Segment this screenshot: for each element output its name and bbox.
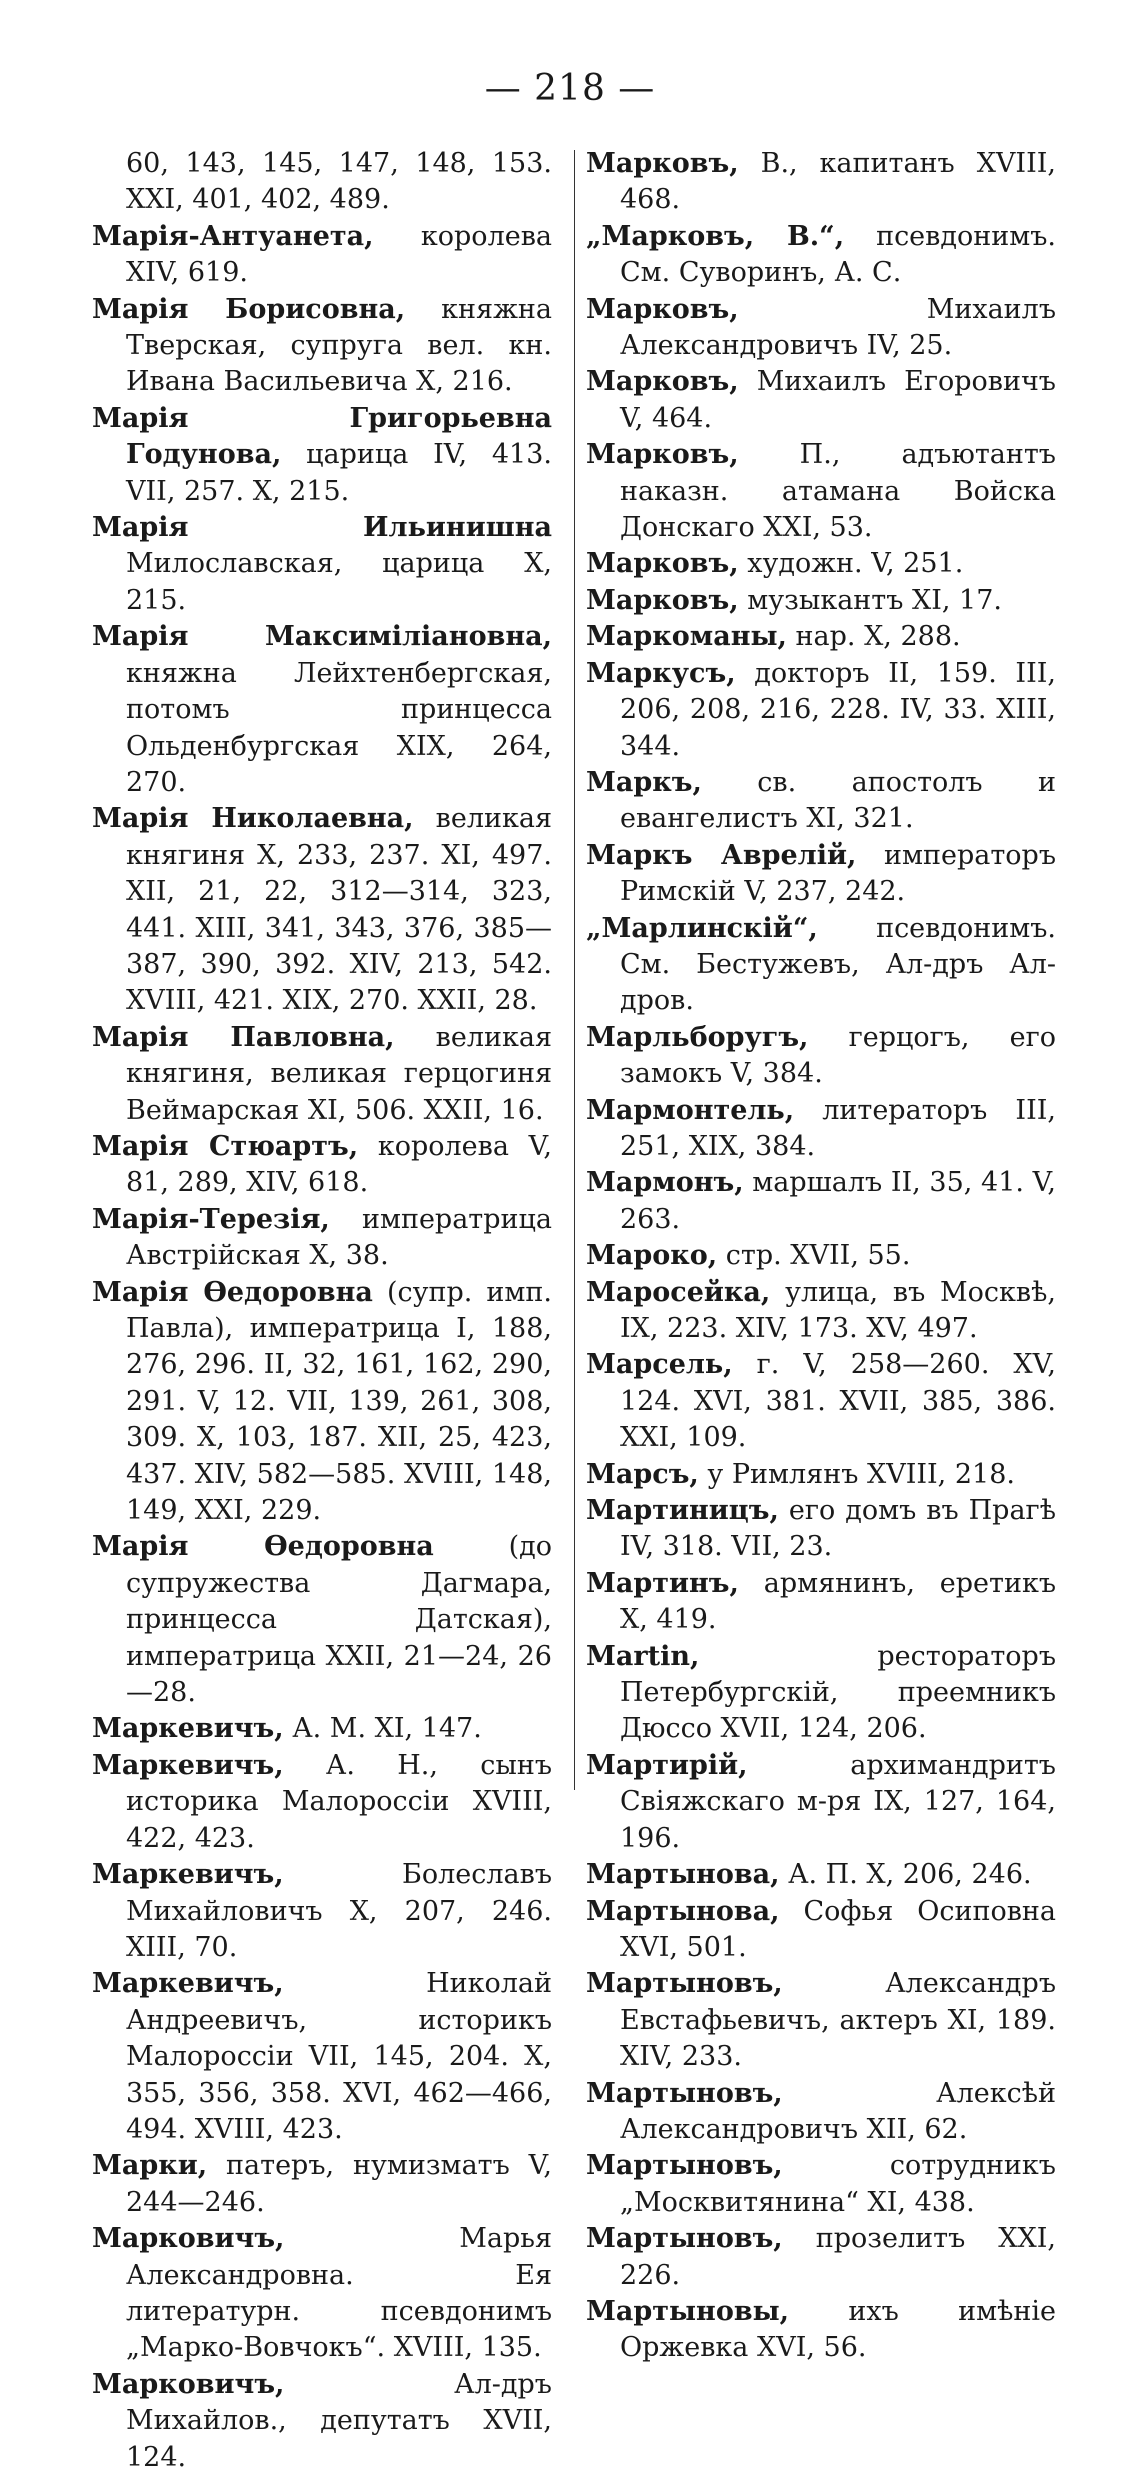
entry-heading: Мартыновъ, [586,1968,783,2000]
entry-heading: Мармонъ, [586,1167,744,1199]
left-column [92,146,552,2476]
entry-heading: Марсъ, [586,1458,699,1490]
entry-heading: Марковъ, [586,439,739,471]
entry-references: маршалъ II, 35, 41. V, 263. [620,1167,1056,1235]
entry-heading: Мартынова, [586,1895,780,1927]
index-entry [92,510,552,619]
index-entry [92,1529,552,1711]
index-entry [586,2148,1056,2221]
entry-heading: Марльборугъ, [586,1021,809,1053]
entry-references: г. V, 258—260. XV, 124. XVI, 381. XVII, 385, 386. XXI, 109. [620,1349,1056,1454]
entry-heading: Мартыновъ, [586,2223,783,2255]
index-entry [92,1857,552,1966]
entry-references: армянинъ, еретикъ X, 419. [620,1567,1056,1636]
entry-heading: Марія Борисовна, [92,293,406,325]
index-entry [586,1566,1056,1639]
entry-references: Ал-дръ Михайлов., депутатъ XVII, 124. [126,2368,552,2473]
entry-heading: Маркъ Аврелій, [586,839,857,871]
entry-heading: Марія Григорьевна Годунова, [92,402,552,471]
entry-references: королева XIV, 619. [126,220,552,289]
entry-heading: Марсель, [586,1349,733,1381]
index-entry [586,838,1056,911]
entry-references: императоръ Римскій V, 237, 242. [620,839,1056,908]
index-entry [586,1966,1056,2075]
index-entry [92,292,552,401]
index-entry [586,2076,1056,2149]
entry-heading: Марковъ, [586,584,739,616]
index-entry [92,1275,552,1530]
entry-references: нар. X, 288. [786,621,961,653]
index-entry [586,619,1056,655]
entry-references: псевдонимъ. См. Бестужевъ, Ал-дръ Ал-дров. [620,912,1056,1017]
entry-heading: Мармонтель, [586,1094,795,1126]
entry-heading: Мартиницъ, [586,1495,779,1527]
entry-heading: Martin, [586,1640,700,1672]
entry-heading: „Марлинскій“, [586,912,818,944]
index-entry [586,765,1056,838]
index-entry [92,146,552,219]
entry-references: княжна Тверская, супруга вел. кн. Ивана Васильевича X, 216. [126,293,553,398]
index-entry [586,546,1056,582]
entry-heading: Маркевичъ, [92,1968,284,2000]
entry-references: Николай Андреевичъ, историкъ Малороссіи VII, 145, 204. X, 355, 356, 358. XVI, 462—466, 494. XVIII, 423. [126,1968,552,2145]
entry-references: улица, въ Москвѣ, IX, 223. XIV, 173. XV, 497. [620,1276,1056,1344]
entry-references: ресторатоpъ Петербургскій, преемникъ Дюссо XVII, 124, 206. [620,1640,1056,1745]
index-entry [586,1238,1056,1274]
entry-references: архимандритъ Свіяжскаго м-ря IX, 127, 164, 196. [620,1749,1056,1854]
index-entry [92,1748,552,1857]
entry-references: ихъ имѣніе Оржевка XVI, 56. [620,2295,1056,2364]
entry-heading: Марія-Антуанета, [92,220,374,252]
entry-references: 60, 143, 145, 147, 148, 153. XXI, 401, 402, 489. [126,148,552,216]
entry-heading: Марія Ильинишна [92,512,552,544]
entry-references: стр. XVII, 55. [717,1240,911,1272]
index-entry [586,2294,1056,2367]
entry-heading: Мароко, [586,1240,718,1272]
index-entry [586,1165,1056,1238]
entry-heading: Маркоманы, [586,621,787,653]
entry-heading: Мартыновъ, [586,2077,783,2109]
entry-references: Марья Александровна. Ея литературн. псевдонимъ „Марко-Вовчокъ“. XVIII, 135. [126,2223,552,2364]
entry-heading: Мартыновъ, [586,2150,783,2182]
entry-references: Софья Осиповна XVI, 501. [620,1895,1056,1963]
entry-heading: „Марковъ, В.“, [586,220,845,252]
index-entry [586,292,1056,365]
entry-heading: Марковъ, [586,548,739,580]
index-entry [586,1748,1056,1857]
entry-references: В., капитанъ XVIII, 468. [620,148,1056,216]
index-entry [586,1020,1056,1093]
index-entry [586,219,1056,292]
entry-references: Милославская, царица X, 215. [126,548,552,616]
entry-references: княжна Лейхтенбергская, потомъ принцесса Ольденбургская XIX, 264, 270. [126,657,552,798]
entry-references: у Римлянъ XVIII, 218. [698,1458,1015,1490]
index-entry [586,1275,1056,1348]
index-entry [92,401,552,510]
entry-heading: Мартынова, [586,1859,780,1891]
index-entry [586,1894,1056,1967]
index-entry [586,1639,1056,1748]
entry-heading: Маркъ, [586,766,702,798]
entry-heading: Маркевичъ, [92,1749,284,1781]
index-entry [586,364,1056,437]
entry-heading: Марія Өедоровна [92,1276,373,1308]
entry-references: А. Н., сынъ историка Малороссіи XVIII, 422, 423. [126,1749,552,1854]
entry-heading: Марковичъ, [92,2223,285,2255]
entry-heading: Марія Стюартъ, [92,1130,359,1162]
index-entry [92,219,552,292]
index-entry [586,1093,1056,1166]
entry-references: царица IV, 413. VII, 257. X, 215. [126,439,552,507]
entry-references: Александръ Евстафьевичъ, актеръ XI, 189. XIV, 233. [620,1968,1056,2073]
column-divider [574,150,575,1790]
entry-references: П., адъютантъ наказн. атамана Войска Донскаго XXI, 53. [620,439,1056,544]
entry-heading: Мартыновы, [586,2295,790,2327]
index-entry [586,583,1056,619]
entry-references: герцогъ, его замокъ V, 384. [620,1021,1056,1090]
entry-heading: Марки, [92,2150,208,2182]
entry-heading: Марія Павловна, [92,1021,395,1053]
entry-references: докторъ II, 159. III, 206, 208, 216, 228. IV, 33. XIII, 344. [620,657,1056,762]
entry-heading: Маркусъ, [586,657,736,689]
entry-heading: Марія Николаевна, [92,803,414,835]
index-entry [92,801,552,1019]
index-entry [92,2148,552,2221]
index-entry [586,437,1056,546]
index-entry [92,619,552,801]
index-entry [92,2221,552,2367]
index-entry [586,656,1056,765]
entry-references: Алексѣй Александровичъ XII, 62. [620,2077,1056,2145]
entry-references: великая княгиня, великая герцогиня Веймарская XI, 506. XXII, 16. [126,1021,552,1126]
index-entry [586,911,1056,1020]
entry-references: (супр. имп. Павла), императрица I, 188, 276, 296. II, 32, 161, 162, 290, 291. V, 12. VII, 139, 261, 308, 309. X, 103, 187. XII, 25, 423, 437. XIV, 582—585. XVIII, 148, 149, XXI, 229. [126,1276,552,1527]
index-entry [586,2221,1056,2294]
index-entry [586,1857,1056,1893]
entry-references: великая княгиня X, 233, 237. XI, 497. XII, 21, 22, 312—314, 323, 441. XIII, 341, 343, 376, 385—387, 390, 392. XIV, 213, 542. XVIII, 421. XIX, 270. XXII, 28. [126,803,552,1017]
entry-references: музыкантъ XI, 17. [738,584,1002,616]
right-column [586,146,1056,2367]
entry-heading: Мартинъ, [586,1567,739,1599]
entry-references: прозелитъ XXI, 226. [620,2223,1056,2291]
entry-references: патеръ, нумизматъ V, 244—246. [126,2150,552,2218]
entry-heading: Марковъ, [586,148,739,179]
entry-references: А. М. XI, 147. [283,1713,482,1745]
index-entry [586,1457,1056,1493]
index-entry [92,1129,552,1202]
entry-references: А. П. X, 206, 246. [779,1859,1032,1891]
entry-references: Михаилъ Егоровичъ V, 464. [620,366,1056,434]
entry-heading: Марія Өедоровна [92,1531,434,1563]
index-entry [92,2367,552,2476]
index-entry [92,1966,552,2148]
index-entry [586,146,1056,219]
entry-heading: Марковъ, [586,293,739,325]
entry-references: художн. V, 251. [738,548,964,580]
entry-references: его домъ въ Прагѣ IV, 318. VII, 23. [620,1495,1056,1563]
entry-heading: Маркевичъ, [92,1859,284,1891]
entry-references: св. апостолъ и евангелистъ XI, 321. [620,766,1056,835]
entry-heading: Маросейка, [586,1276,771,1308]
entry-heading: Мартирій, [586,1749,748,1781]
index-entry [586,1493,1056,1566]
entry-references: королева V, 81, 289, XIV, 618. [126,1130,553,1199]
entry-references: псевдонимъ. См. Суворинъ, А. С. [620,220,1056,289]
page-number: — 218 — [484,68,656,109]
index-entry [92,1202,552,1275]
entry-references: (до супружества Дагмара, принцесса Датская), императрица XXII, 21—24, 26—28. [126,1531,552,1709]
entry-heading: Марковичъ, [92,2368,285,2400]
entry-references: Михаилъ Александровичъ IV, 25. [620,293,1056,362]
index-entry [92,1020,552,1129]
entry-references: Болеславъ Михайловичъ X, 207, 246. XIII, 70. [126,1859,552,1963]
entry-heading: Маркевичъ, [92,1713,284,1745]
index-entry [586,1347,1056,1456]
entry-references: императрица Австрійская X, 38. [126,1203,552,1272]
entry-heading: Марія Максиміліановна, [92,621,552,653]
entry-heading: Марковъ, [586,366,739,398]
entry-heading: Марія-Терезія, [92,1203,330,1235]
entry-references: сотрудникъ „Москвитянина“ XI, 438. [620,2150,1056,2218]
index-entry [92,1711,552,1747]
entry-references: литераторъ III, 251, XIX, 384. [620,1094,1056,1162]
